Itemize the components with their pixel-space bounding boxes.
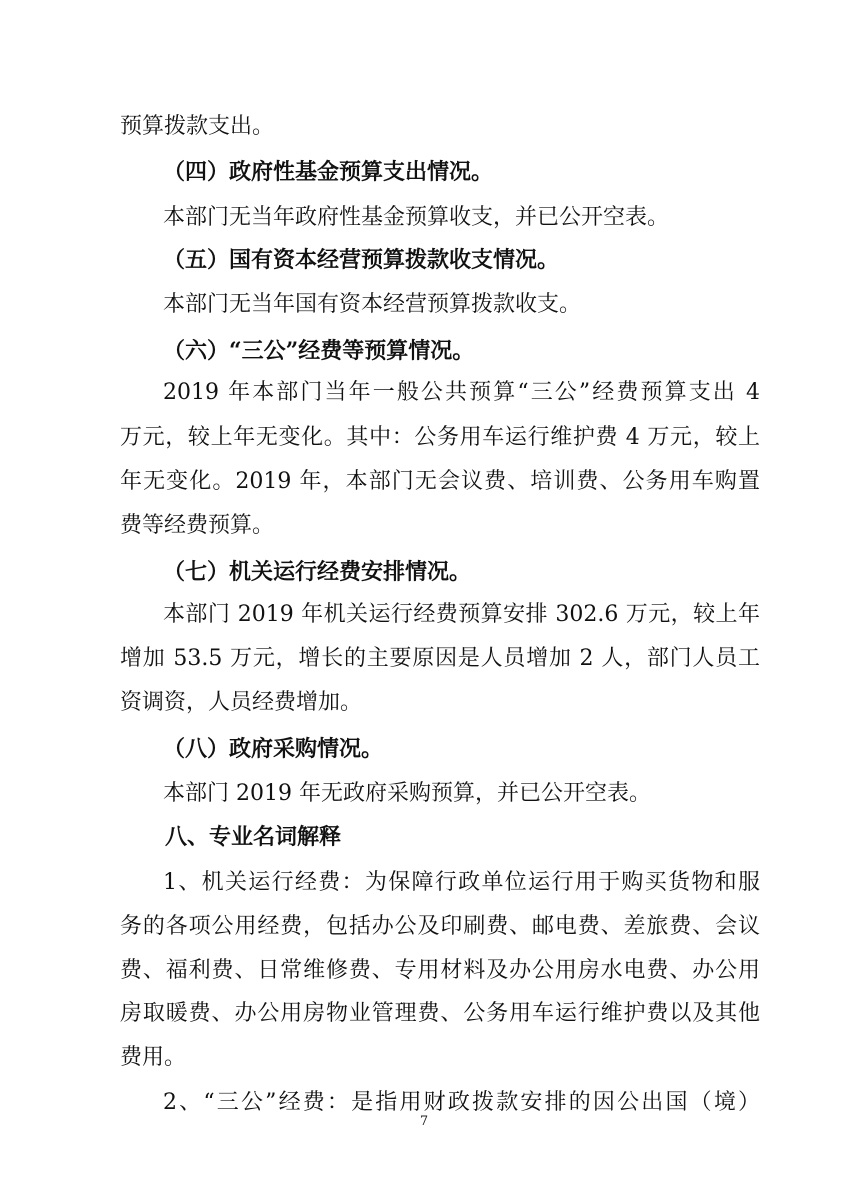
text-line: 2019 年本部门当年一般公共预算“三公”经费预算支出 4 <box>163 380 760 405</box>
text-line: 资调资，人员经费增加。 <box>120 690 363 715</box>
text-line-continuation: 预算拨款支出。 <box>120 114 275 139</box>
section-heading-8: （八）政府采购情况。 <box>163 736 384 762</box>
section-heading-7: （七）机关运行经费安排情况。 <box>163 559 472 585</box>
text-line: 本部门 2019 年无政府采购预算，并已公开空表。 <box>163 781 651 806</box>
text-line: 费等经费预算。 <box>120 513 275 538</box>
text-line: 费、福利费、日常维修费、专用材料及办公用房水电费、办公用 <box>120 958 760 983</box>
section-heading-6: （六）“三公”经费等预算情况。 <box>163 338 475 364</box>
text-line: 年无变化。2019 年，本部门无会议费、培训费、公务用车购置 <box>120 469 760 494</box>
text-line: 本部门 2019 年机关运行经费预算安排 302.6 万元，较上年 <box>163 602 760 627</box>
text-line: 费用。 <box>120 1045 187 1070</box>
text-line: 增加 53.5 万元，增长的主要原因是人员增加 2 人，部门人员工 <box>120 646 760 671</box>
text-line: 本部门无当年国有资本经营预算拨款收支。 <box>163 292 582 317</box>
section-heading-4: （四）政府性基金预算支出情况。 <box>163 159 494 185</box>
text-line: 万元，较上年无变化。其中：公务用车运行维护费 4 万元，较上 <box>120 425 760 450</box>
text-line: 2、“三公”经费：是指用财政拨款安排的因公出国（境） <box>163 1090 760 1115</box>
page-number: 7 <box>419 1114 429 1129</box>
section-heading-5: （五）国有资本经营预算拨款收支情况。 <box>163 247 560 273</box>
text-line: 务的各项公用经费，包括办公及印刷费、邮电费、差旅费、会议 <box>120 914 760 939</box>
text-line: 本部门无当年政府性基金预算收支，并已公开空表。 <box>163 205 670 230</box>
text-line: 1、机关运行经费：为保障行政单位运行用于购买货物和服 <box>163 870 760 895</box>
text-line: 房取暖费、办公用房物业管理费、公务用车运行维护费以及其他 <box>120 1001 760 1026</box>
chapter-heading-glossary: 八、专业名词解释 <box>165 824 342 850</box>
